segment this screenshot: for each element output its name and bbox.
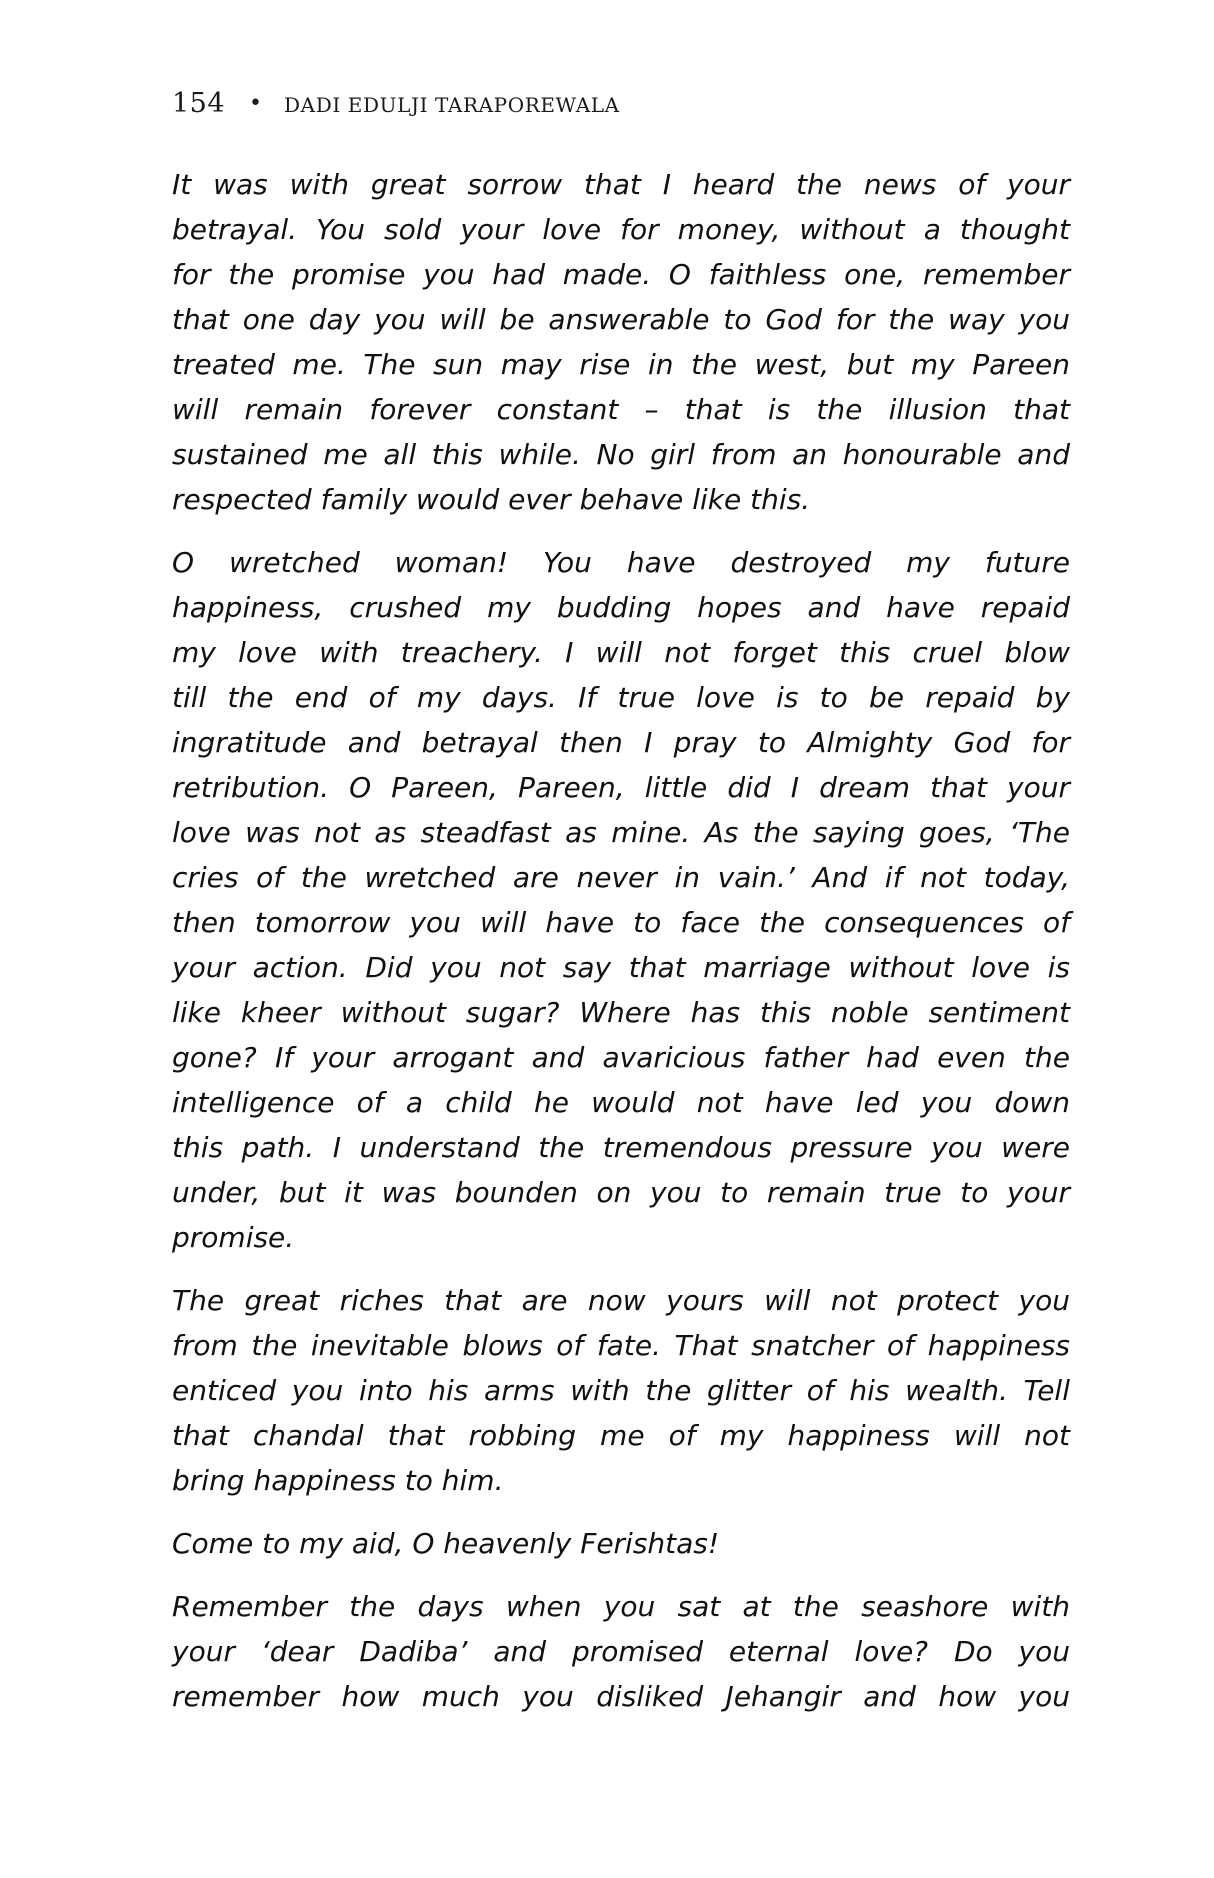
text-line: Come to my aid, O heavenly Ferishtas! [172,1527,720,1560]
text-line: cries of the wretched are never in vain.’ And if not today, [172,861,1070,894]
text-line: remember how much you disliked Jehangir and how you [172,1680,1070,1713]
text-line: for the promise you had made. O faithless one, remember [172,258,1070,291]
text-line: bring happiness to him. [172,1464,504,1497]
text-line: under, but it was bounden on you to remain true to your [172,1176,1070,1209]
separator-bullet: • [249,91,263,116]
text-line: this path. I understand the tremendous pressure you were [172,1131,1070,1164]
text-line: like kheer without sugar? Where has this noble sentiment [172,996,1070,1029]
paragraph [172,1278,1070,1503]
text-line: sustained me all this while. No girl from an honourable and [172,438,1070,471]
text-line: ingratitude and betrayal then I pray to Almighty God for [172,726,1070,759]
text-line: promise. [172,1221,295,1254]
text-line: from the inevitable blows of fate. That snatcher of happiness [172,1329,1070,1362]
running-head [172,88,620,119]
text-line: respected family would ever behave like this. [172,483,811,516]
text-line: retribution. O Pareen, Pareen, little did I dream that your [172,771,1070,804]
body-text [172,162,1070,1737]
text-line: then tomorrow you will have to face the consequences of [172,906,1070,939]
text-line: The great riches that are now yours will not protect you [172,1284,1070,1317]
paragraph [172,1521,1070,1566]
text-line: gone? If your arrogant and avaricious father had even the [172,1041,1070,1074]
text-line: enticed you into his arms with the glitter of his wealth. Tell [172,1374,1070,1407]
text-line: happiness, crushed my budding hopes and have repaid [172,591,1070,624]
text-line: Remember the days when you sat at the seashore with [172,1590,1070,1623]
page-number: 154 [172,88,226,119]
text-line: will remain forever constant – that is the illusion that [172,393,1070,426]
text-line: your action. Did you not say that marriage without love is [172,951,1070,984]
author-name: DADI EDULJI TARAPOREWALA [284,93,620,117]
text-line: that one day you will be answerable to God for the way you [172,303,1070,336]
paragraph [172,540,1070,1260]
paragraph [172,1584,1070,1719]
text-line: betrayal. You sold your love for money, without a thought [172,213,1070,246]
text-line: intelligence of a child he would not have led you down [172,1086,1070,1119]
text-line: your ‘dear Dadiba’ and promised eternal love? Do you [172,1635,1070,1668]
text-line: my love with treachery. I will not forget this cruel blow [172,636,1070,669]
paragraph [172,162,1070,522]
text-line: It was with great sorrow that I heard the news of your [172,168,1070,201]
text-line: O wretched woman! You have destroyed my future [172,546,1070,579]
text-line: treated me. The sun may rise in the west, but my Pareen [172,348,1070,381]
text-line: love was not as steadfast as mine. As the saying goes, ‘The [172,816,1070,849]
text-line: till the end of my days. If true love is to be repaid by [172,681,1070,714]
text-line: that chandal that robbing me of my happiness will not [172,1419,1070,1452]
